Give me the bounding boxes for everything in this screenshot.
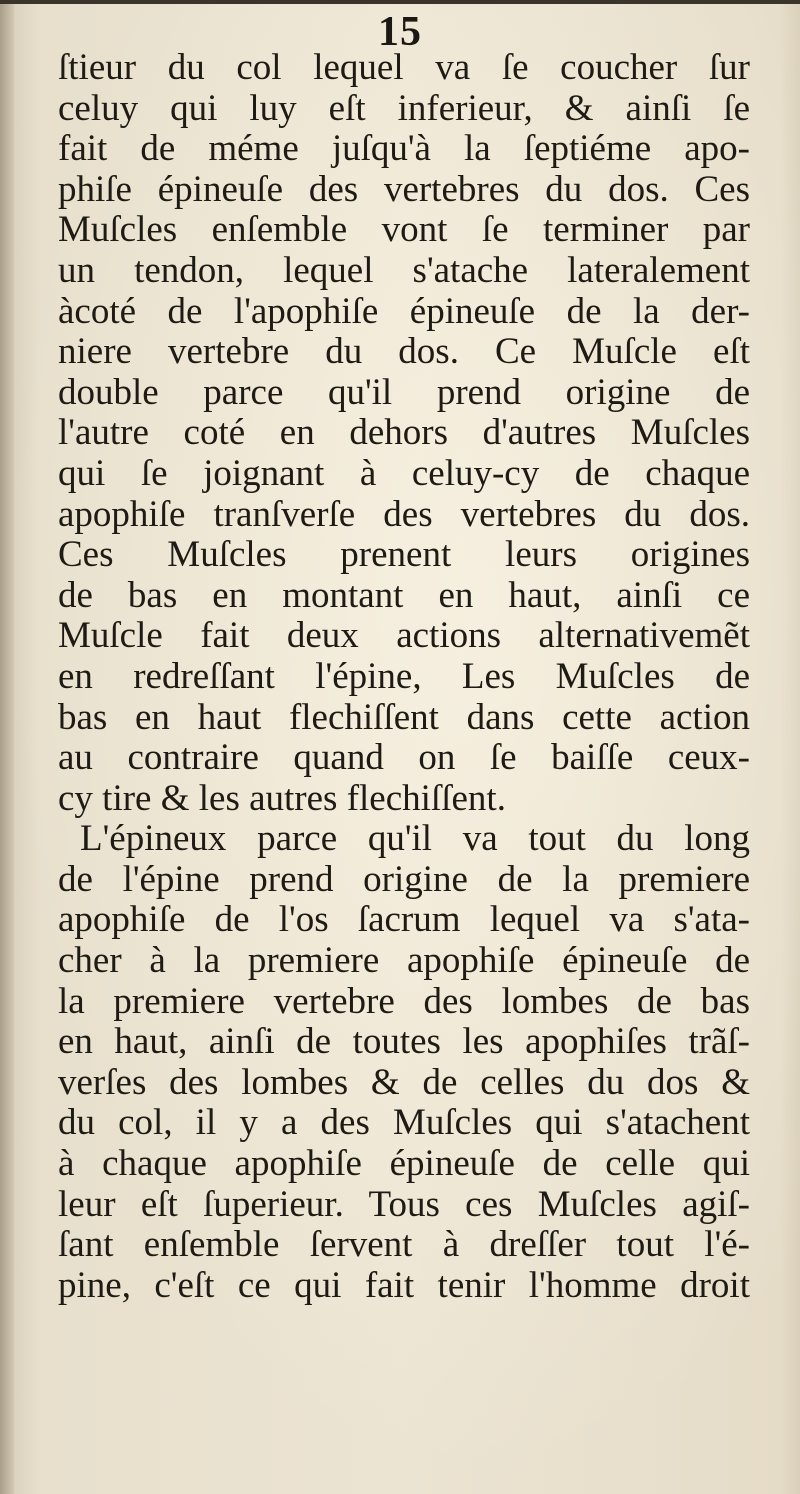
text-line: apophiſe de l'os ſacrum lequel va s'ata-	[58, 900, 750, 941]
text-line: la premiere vertebre des lombes de bas	[58, 981, 750, 1022]
text-line: de bas en montant en haut, ainſi ce	[58, 575, 750, 616]
text-line: bas en haut flechiſſent dans cette action	[58, 697, 750, 738]
page-gutter-shadow	[0, 0, 14, 1494]
text-line: un tendon, lequel s'atache lateralement	[58, 250, 750, 291]
top-edge-rule	[0, 0, 800, 4]
text-line: cy tire & les autres flechiſſent.	[58, 778, 506, 819]
text-line: phiſe épineuſe des vertebres du dos. Ces	[58, 169, 750, 210]
text-line: de l'épine prend origine de la premiere	[58, 859, 750, 900]
text-line: cher à la premiere apophiſe épineuſe de	[58, 941, 750, 982]
text-line: Muſcle fait deux actions alternativemẽt	[58, 616, 750, 657]
text-line: à chaque apophiſe épineuſe de celle qui	[58, 1144, 750, 1185]
text-line: fait de méme juſqu'à la ſeptiéme apo-	[58, 129, 750, 170]
paragraph-start-line: L'épineux parce qu'il va tout du long	[80, 819, 750, 860]
text-line: Ces Muſcles prenent leurs origines	[58, 535, 750, 576]
text-line: au contraire quand on ſe baiſſe ceux-	[58, 738, 750, 779]
text-line: Muſcles enſemble vont ſe terminer par	[58, 210, 750, 251]
text-line: ſtieur du col lequel va ſe coucher ſur	[58, 48, 750, 88]
text-line: leur eſt ſuperieur. Tous ces Muſcles agiſ-	[58, 1184, 750, 1225]
text-line: ſant enſemble ſervent à dreſſer tout l'é-	[58, 1225, 750, 1266]
text-line: l'autre coté en dehors d'autres Muſcles	[58, 413, 750, 454]
text-line: en haut, ainſi de toutes les apophiſes trãſ-	[58, 1022, 750, 1063]
body-text	[58, 48, 750, 1306]
text-line: apophiſe tranſverſe des vertebres du dos.	[58, 494, 750, 535]
text-line: du col, il y a des Muſcles qui s'atachent	[58, 1103, 750, 1144]
page-number: 15	[378, 9, 422, 55]
text-line: verſes des lombes & de celles du dos &	[58, 1062, 750, 1103]
text-line: qui ſe joignant à celuy-cy de chaque	[58, 453, 750, 494]
text-line: celuy qui luy eſt inferieur, & ainſi ſe	[58, 88, 750, 129]
text-line: àcoté de l'apophiſe épineuſe de la der-	[58, 291, 750, 332]
text-line: en redreſſant l'épine, Les Muſcles de	[58, 656, 750, 697]
text-line: niere vertebre du dos. Ce Muſcle eſt	[58, 332, 750, 373]
text-line: double parce qu'il prend origine de	[58, 372, 750, 413]
text-line: pine, c'eſt ce qui fait tenir l'homme droit	[58, 1265, 750, 1306]
